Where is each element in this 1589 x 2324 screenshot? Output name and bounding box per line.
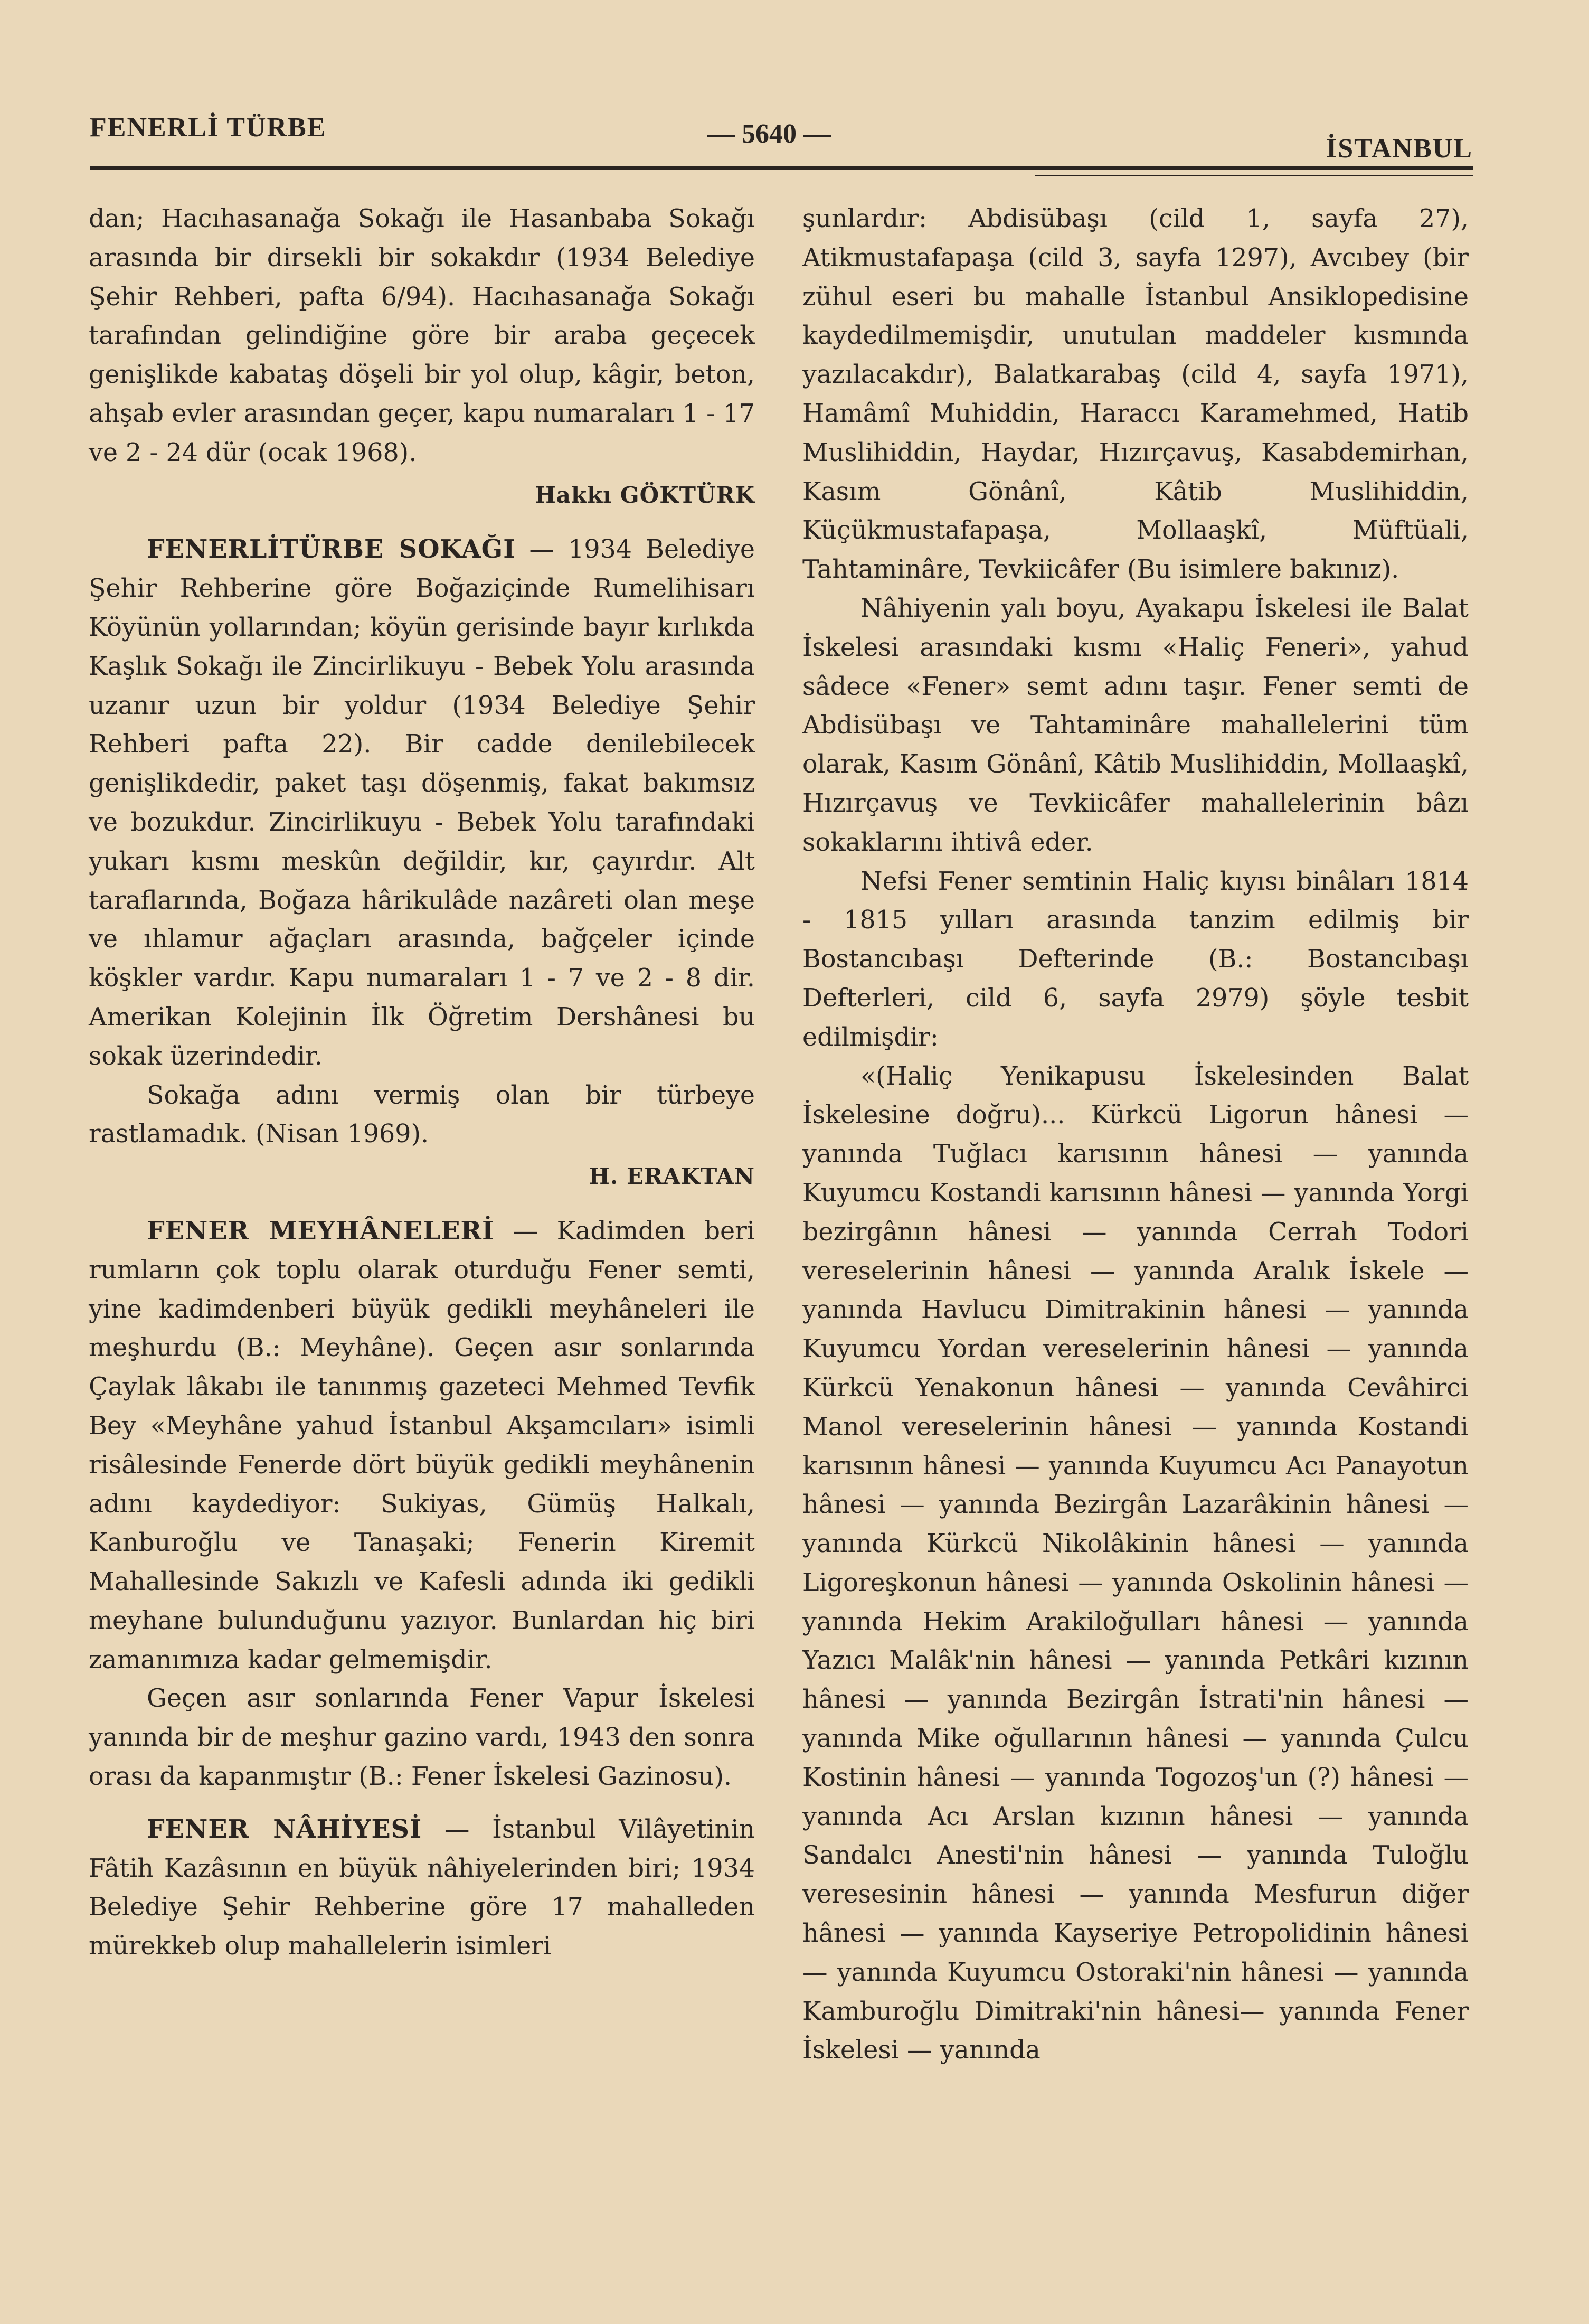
header-rule [90,166,1473,170]
entry-title: FENERLİTÜRBE SOKAĞI [147,534,516,564]
right-column [802,200,1469,2070]
entry-title: FENER MEYHÂNELERİ [147,1216,495,1246]
paragraph: Nefsi Fener semtinin Haliç kıyısı binâları 1814 - 1815 yılları arasında tanzim edilmiş bir Bostancıbaşı Defterinde (B.: Bostancıbaşı Defterleri, cild 6, sayfa 2979) şöyle tesbit edilmişdir: [802,867,1469,1052]
entry-fener-nahiyesi [89,1810,755,1966]
entry-text: — 1934 Belediye Şehir Rehberine göre Boğaziçinde Rumelihisarı Köyünün yollarından; köyün gerisinde bayır kırlıkda Kaşlık Sokağı ile Zincirlikuyu - Bebek Yolu arasında uzanır uzun bir yoldur (1934 Belediye Şehir Rehberi pafta 22). Bir cadde denilebilecek genişlikdedir, paket taşı döşenmiş, fakat bakımsız ve bozukdur. Zincirlikuyu - Bebek Yolu tarafındaki yukarı kısmı meskûn değildir, kır, çayırdır. Alt taraflarında, Boğaza hârikulâde nazâreti olan meşe ve ıhlamur ağaçları arasında, bağçeler içinde köşkler vardır. Kapu numaraları 1 - 7 ve 2 - 8 dir. Amerikan Kolejinin İlk Öğretim Dershânesi bu sokak üzerindedir. [89,535,755,1071]
spacer [89,1796,755,1810]
entry-text: — Kadimden beri rumların çok toplu olarak oturduğu Fener semti, yine kadimdenberi büyük gedikli meyhâneleri ile meşhurdu (B.: Meyhâne). Geçen asır sonlarında Çaylak lâkabı ile tanınmış gazeteci Mehmed Tevfik Bey «Meyhâne yahud İstanbul Akşamcıları» isimli risâlesinde Fenerde dört büyük gedikli meyhânenin adını kaydediyor: Sukiyas, Gümüş Halkalı, Kanburoğlu ve Tanaşaki; Fenerin Kiremit Mahallesinde Sakızlı ve Kafesli adında iki gedikli meyhane bulunduğunu yazıyor. Bunlardan hiç biri zamanımıza kadar gelmemişdir. [89,1216,755,1674]
page-number: — 5640 — [707,119,831,149]
paragraph-continued: şunlardır: Abdisübaşı (cild 1, sayfa 27), Atikmustafapaşa (cild 3, sayfa 1297), Avcıbey (bir zühul eseri bu mahalle İstanbul Ansiklopedisine kaydedilmemişdir, unutulan maddeler kısmında yazılacakdır), Balatkarabaş (cild 4, sayfa 1971), Hamâmî Muhiddin, Haraccı Karamehmed, Hatib Muslihiddin, Haydar, Hızırçavuş, Kasabdemirhan, Kasım Gönânî, Kâtib Muslihiddin, Küçükmustafapaşa, Mollaaşkî, Müftüali, Tahtaminâre, Tevkiicâfer (Bu isimlere bakınız). [802,204,1469,585]
paragraph-quotation: «(Haliç Yenikapusu İskelesinden Balat İskelesine doğru)... Kürkcü Ligorun hânesi — yanında Tuğlacı karısının hânesi — yanında Kuyumcu Kostandi karısının hânesi — yanında Yorgi bezirgânın hânesi — yanında Cerrah Todori vereselerinin hânesi — yanında Aralık İskele — yanında Havlucu Dimitrakinin hânesi — yanında Kuyumcu Yordan vereselerinin hânesi — yanında Kürkcü Yenakonun hânesi — yanında Cevâhirci Manol vereselerinin hânesi — yanında Kostandi karısının hânesi — yanında Kuyumcu Acı Panayotun hânesi — yanında Bezirgân Lazarâkinin hânesi — yanında Kürkcü Nikolâkinin hânesi — yanında Ligoreşkonun hânesi — yanında Oskolinin hânesi — yanında Hekim Arakiloğulları hânesi — yanında Yazıcı Malâk'nin hânesi — yanında Petkâri kızının hânesi — yanında Bezirgân İstrati'nin hânesi — yanında Mike oğullarının hânesi — yanında Çulcu Kostinin hânesi — yanında Togozoş'un (?) hânesi — yanında Acı Arslan kızının hânesi — yanında Sandalcı Anesti'nin hânesi — yanında Tuloğlu veresesinin hânesi — yanında Mesfurun diğer hânesi — yanında Kayseriye Petropolidinin hânesi — yanında Kuyumcu Ostoraki'nin hânesi — yanında Kamburoğlu Dimitraki'nin hânesi— yanında Fener İskelesi — yanında [802,1061,1469,2065]
paragraph: Geçen asır sonlarında Fener Vapur İskelesi yanında bir de meşhur gazino vardı, 1943 den sonra orası da kapanmıştır (B.: Fener İskelesi Gazinosu). [89,1684,755,1792]
header-entry-title: FENERLİ TÜRBE [90,112,327,143]
entry-text: — İstanbul Vilâyetinin Fâtih Kazâsının en büyük nâhiyelerinden biri; 1934 Belediye Şehir Rehberine göre 17 mahalleden mürekkeb olup mahallelerin isimleri [89,1814,755,1961]
author-signature: Hakkı GÖKTÜRK [535,482,755,508]
header-volume-title: İSTANBUL [1326,134,1473,164]
author-signature: H. ERAKTAN [589,1163,755,1190]
header-rule-thin [1035,175,1473,176]
entry-fener-meyhaneleri [89,1212,755,1680]
paragraph-continued: dan; Hacıhasanağa Sokağı ile Hasanbaba Sokağı arasında bir dirsekli bir sokakdır (1934 Belediye Şehir Rehberi, pafta 6/94). Hacıhasanağa Sokağı tarafından gelindiğine göre bir araba geçecek genişlikde kabataş döşeli bir yol olup, kâgir, beton, ahşab evler arasından geçer, kapu numaraları 1 - 17 ve 2 - 24 dür (ocak 1968). [89,204,755,467]
entry-fenerliturbe-sokagi [89,530,755,1076]
paragraph: Sokağa adını vermiş olan bir türbeye rastlamadık. (Nisan 1969). [89,1080,755,1149]
paragraph: Nâhiyenin yalı boyu, Ayakapu İskelesi ile Balat İskelesi arasındaki kısmı «Haliç Feneri», yahud sâdece «Fener» semt adını taşır. Fener semti de Abdisübaşı ve Tahtaminâre mahallelerini tüm olarak, Kasım Gönânî, Kâtib Muslihiddin, Mollaaşkî, Hızırçavuş ve Tevkiicâfer mahallelerinin bâzı sokaklarını ihtivâ eder. [802,594,1469,857]
running-header [90,112,1473,164]
entry-title: FENER NÂHİYESİ [147,1814,422,1844]
left-column [89,200,755,1966]
